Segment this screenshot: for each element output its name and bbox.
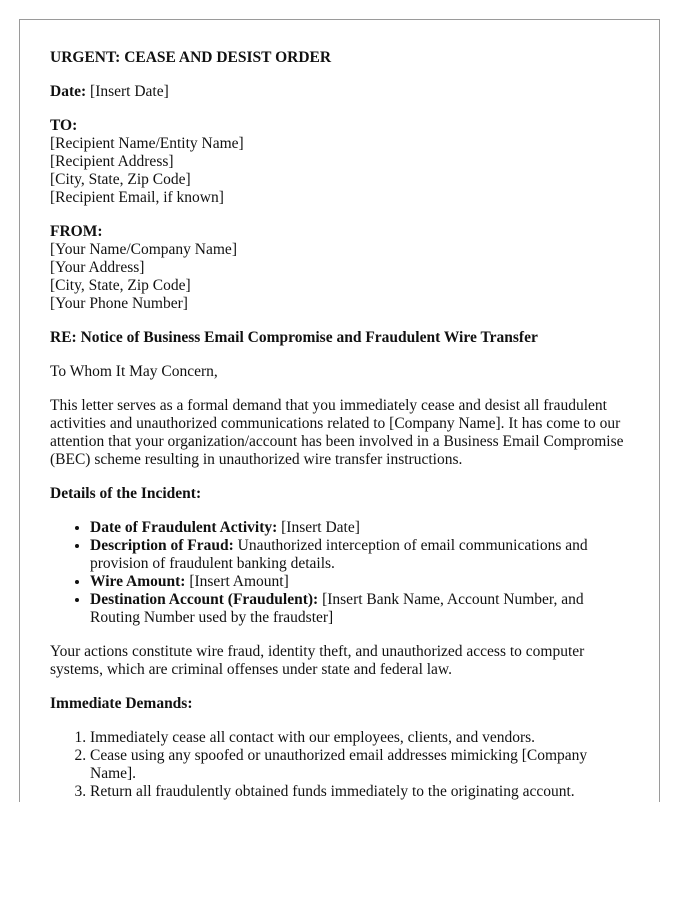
date-value: [Insert Date] <box>86 83 169 100</box>
list-item: 1. Immediately cease all contact with our employees, clients, and vendors. <box>90 729 629 747</box>
re-line: RE: Notice of Business Email Compromise and Fraudulent Wire Transfer <box>50 329 538 346</box>
list-item: 2. Cease using any spoofed or unauthorized email addresses mimicking [Company Name]. <box>90 747 629 783</box>
to-line: [Recipient Name/Entity Name] <box>50 135 244 152</box>
intro-paragraph: This letter serves as a formal demand that you immediately cease and desist all fraudulent activities and unauthorized communications related to [Company Name]. It has come to our attention that your organization/account has been involved in a Business Email Compromise (BEC) scheme resulting in unauthorized wire transfer instructions. <box>50 397 624 468</box>
demands-list <box>50 729 629 801</box>
list-item: • Description of Fraud: Unauthorized interception of email communications and provision of fraudulent banking details. <box>90 537 629 573</box>
date-line <box>50 83 629 101</box>
list-item: • Destination Account (Fraudulent): [Insert Bank Name, Account Number, and Routing Number used by the fraudster] <box>90 591 629 627</box>
from-label: FROM: <box>50 223 103 240</box>
to-line: [Recipient Email, if known] <box>50 189 224 206</box>
details-heading: Details of the Incident: <box>50 485 202 502</box>
to-label: TO: <box>50 117 78 134</box>
to-line: [City, State, Zip Code] <box>50 171 191 188</box>
from-line: [City, State, Zip Code] <box>50 277 191 294</box>
demands-heading: Immediate Demands: <box>50 695 193 712</box>
from-block <box>50 223 629 313</box>
details-list <box>50 519 629 627</box>
list-item: 3. Return all fraudulently obtained funds immediately to the originating account. <box>90 783 629 801</box>
salutation: To Whom It May Concern, <box>50 363 218 380</box>
list-item: • Wire Amount: [Insert Amount] <box>90 573 629 591</box>
to-line: [Recipient Address] <box>50 153 174 170</box>
letter-content <box>20 20 659 801</box>
from-line: [Your Name/Company Name] <box>50 241 237 258</box>
from-line: [Your Phone Number] <box>50 295 188 312</box>
date-label: Date: <box>50 83 87 100</box>
list-item: • Date of Fraudulent Activity: [Insert Date] <box>90 519 629 537</box>
actions-paragraph: Your actions constitute wire fraud, identity theft, and unauthorized access to computer systems, which are criminal offenses under state and federal law. <box>50 643 585 678</box>
letter-title: URGENT: CEASE AND DESIST ORDER <box>50 49 332 66</box>
from-line: [Your Address] <box>50 259 145 276</box>
letter-page <box>19 19 660 802</box>
to-block <box>50 117 629 207</box>
